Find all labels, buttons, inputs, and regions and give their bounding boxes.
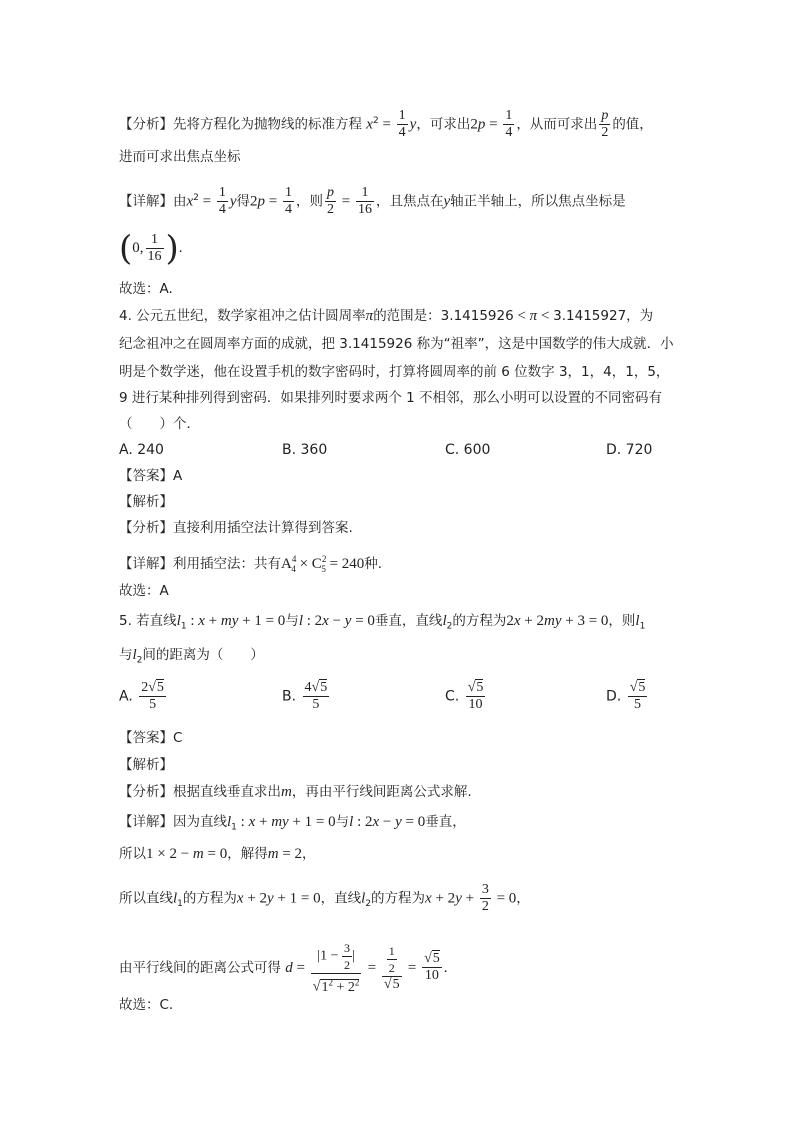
- analysis-tag: 【分析】: [119, 116, 173, 133]
- q4-stem-line-2: 纪念祖冲之在圆周率方面的成就，把 3.1415926 称为“祖率”，这是中国数学的伟大成就．小: [119, 336, 674, 352]
- q5-answer: 【答案】C: [119, 730, 183, 746]
- q4-option-c: C. 600: [445, 442, 491, 458]
- q4-option-a: A. 240: [119, 442, 164, 458]
- q4-option-d: D. 720: [606, 442, 653, 458]
- q4-option-b: B. 360: [282, 442, 328, 458]
- q4-stem-line-3: 明是个数学迷，他在设置手机的数字密码时，打算将圆周率的前 6 位数字 3，1，4，1，5，: [119, 364, 670, 380]
- q5-so-2: 所以直线$l_1$的方程为x + 2y + 1 = 0，直线$l_2$的方程为x + 2y + $\frac{3}{2}$ = 0，: [119, 882, 530, 914]
- q5-option-a: A. $\frac{2√5}{5}$: [119, 680, 164, 712]
- q5-option-b: B. $\frac{4√5}{5}$: [282, 680, 328, 712]
- detail-line-1: 【详解】由$x^2$ = $\frac{1}{4}$ y得2p = $\frac{1}{4}$ ，则 $\frac{p}{2}$ = $\frac{1}{16}$ ，且焦点在y轴正半轴上，所以焦点坐标是: [119, 185, 626, 217]
- q4-stem-line-1: 4. 公元五世纪，数学家祖冲之估计圆周率π的范围是：3.1415926 < π < 3.1415927，为: [119, 308, 654, 324]
- q5-detail: 【详解】因为直线$l_1$ : x + my + 1 = 0与l : 2x − y = 0垂直，: [119, 814, 466, 833]
- q4-analysis: 【分析】直接利用插空法计算得到答案.: [119, 520, 353, 536]
- q5-option-d: D. $\frac{√5}{5}$: [606, 680, 646, 712]
- analysis-line-1: 【分析】先将方程化为抛物线的标准方程 $x^2$ = $\frac{1}{4}$ y，可求出2p = $\frac{1}{4}$ ，从而可求出 $\frac{p}{2}$ 的值，: [119, 108, 653, 140]
- q5-analysis: 【分析】根据直线垂直求出m，再由平行线间距离公式求解.: [119, 784, 472, 800]
- q5-distance: 由平行线间的距离公式可得 d = |1 − $\frac{3}{2}$ | $√1^2 + 2^2$ = $\frac{\frac{1}{2}}{√5}$ = $\frac{√5}{10}$ .: [119, 941, 448, 995]
- q5-choose: 故选：C.: [119, 997, 174, 1013]
- q4-stem-line-4: 9 进行某种排列得到密码．如果排列时要求两个 1 不相邻，那么小明可以设置的不同密码有: [119, 390, 663, 406]
- choose-line-1: 故选：A.: [119, 281, 173, 297]
- focus-coordinate: (0, $\frac{1}{16}$ ).: [119, 228, 183, 269]
- analysis-line-2: 进而可求出焦点坐标: [119, 149, 241, 165]
- q4-choose: 故选：A: [119, 583, 169, 599]
- q5-so-1: 所以1 × 2 − m = 0，解得m = 2，: [119, 846, 316, 862]
- q5-stem-line-2: 与$l_2$间的距离为（ ）: [119, 647, 264, 666]
- q5-option-c: C. $\frac{√5}{10}$: [445, 680, 484, 712]
- q4-detail: 【详解】利用插空法：共有$A^4_4 \times C^2_5 = 240$种.: [119, 554, 383, 574]
- q4-analysis-head: 【解析】: [119, 494, 173, 510]
- q4-stem-line-5: （ ）个．: [119, 416, 200, 432]
- q5-analysis-head: 【解析】: [119, 757, 173, 773]
- q5-stem-line-1: 5. 若直线$l_1$ : x + my + 1 = 0与l : 2x − y = 0垂直，直线$l_2$的方程为2x + 2my + 3 = 0，则$l_1$: [119, 613, 646, 632]
- q4-answer: 【答案】A: [119, 468, 183, 484]
